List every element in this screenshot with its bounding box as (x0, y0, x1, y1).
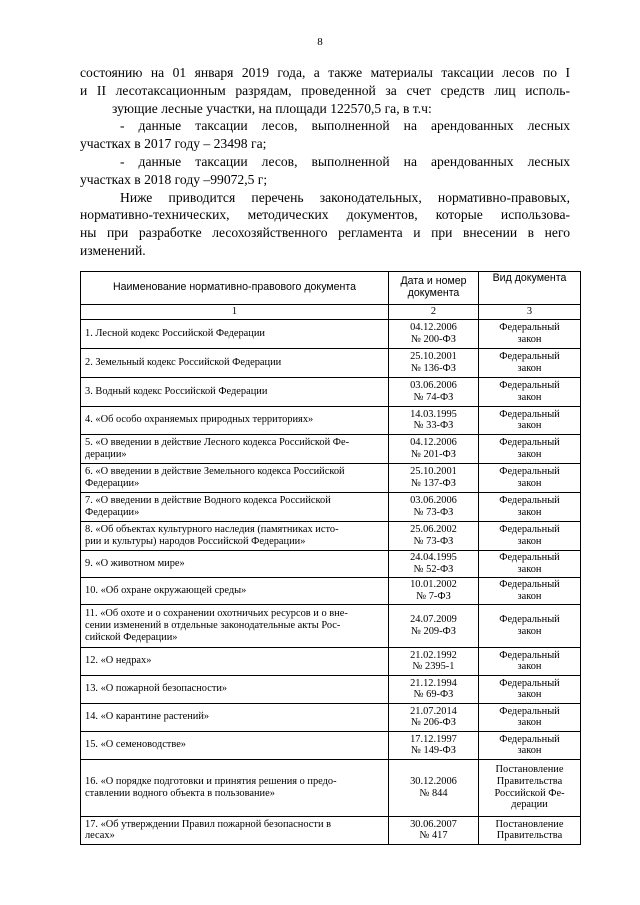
document-name-line: ставлении водного объекта в пользование» (85, 787, 275, 799)
document-number: № 2395-1 (412, 661, 455, 673)
document-name-line: рии и культуры) народов Российской Федерации» (85, 535, 306, 547)
document-number: № 200-ФЗ (411, 333, 456, 345)
document-kind-line: Федеральный (499, 677, 560, 689)
document-number: № 417 (419, 830, 448, 842)
document-date: 21.02.1992 (410, 649, 457, 661)
document-name-line: 15. «О семеноводстве» (85, 739, 186, 751)
table-row (81, 816, 581, 844)
document-name-line: 17. «Об утверждении Правил пожарной безопасности в (85, 818, 332, 830)
bullet-item-cont: участках в 2018 году –99072,5 г; (80, 171, 268, 187)
document-number: № 206-ФЗ (411, 717, 456, 729)
document-kind-line: Федеральный (499, 495, 560, 506)
table-row (81, 319, 581, 348)
document-kind (479, 703, 581, 731)
column-number: 2 (389, 305, 479, 320)
document-kind-line: закон (517, 420, 542, 432)
document-kind (479, 434, 581, 463)
document-kind-line: закон (517, 745, 542, 757)
document-number: № 33-ФЗ (413, 420, 454, 432)
document-date-number (389, 319, 479, 348)
table-row (81, 703, 581, 731)
document-name-line: 8. «Об объектах культурного наследия (памятниках исто- (85, 524, 339, 535)
header-name: Наименование нормативно-правового документа (81, 272, 389, 305)
bullet-item: - данные таксации лесов, выполненной на арендованных лесных (120, 118, 570, 134)
intro-line: и II лесотаксационным разрядам, проведенной за счет средств лиц исполь- (80, 82, 570, 98)
document-kind-line: закон (517, 391, 542, 403)
document-kind (479, 492, 581, 521)
document-kind-line: Федеральный (499, 579, 560, 590)
document-name (81, 492, 389, 521)
document-name (81, 731, 389, 759)
document-date-number (389, 647, 479, 675)
document-name-line: 6. «О введении в действие Земельного кодекса Российской (85, 466, 345, 477)
document-kind-line: Федеральный (499, 649, 560, 661)
document-kind (479, 463, 581, 492)
table-row (81, 406, 581, 434)
document-kind-line: Федеральный (499, 437, 560, 448)
document-kind-line: Правительства (496, 830, 563, 842)
document-date-number (389, 675, 479, 703)
document-kind (479, 604, 581, 647)
document-date-number (389, 406, 479, 434)
document-name-line: 4. «Об особо охраняемых природных территориях» (85, 414, 314, 426)
document-kind (479, 550, 581, 577)
document-name (81, 759, 389, 816)
table-row (81, 492, 581, 521)
document-date: 25.10.2001 (410, 351, 457, 362)
document-date: 30.12.2006 (410, 776, 457, 787)
document-date: 21.07.2014 (410, 705, 457, 717)
document-kind-line: Постановление (495, 764, 564, 776)
document-kind-line: Федеральный (499, 552, 560, 563)
document-date-number (389, 604, 479, 647)
table-row (81, 675, 581, 703)
document-kind (479, 377, 581, 406)
column-number-row (81, 305, 581, 320)
document-date-number (389, 816, 479, 844)
document-name-line: сении изменений в отдельные законодательные акты Рос- (85, 619, 341, 631)
document-kind (479, 319, 581, 348)
document-date: 30.06.2007 (410, 818, 457, 830)
document-date: 04.12.2006 (410, 437, 457, 448)
body-line: ны при разработке лесохозяйственного регламента и при внесении в него (80, 225, 570, 241)
document-kind-line: закон (517, 717, 542, 729)
table-row (81, 577, 581, 604)
document-number: № 844 (419, 787, 448, 799)
document-date: 17.12.1997 (410, 733, 457, 745)
document-kind-line: Федеральный (499, 408, 560, 420)
document-date-number (389, 577, 479, 604)
document-date: 25.06.2002 (410, 524, 457, 535)
document-name-line: дерации» (85, 448, 127, 460)
document-kind (479, 577, 581, 604)
document-kind-line: Российской Фе- (494, 787, 565, 799)
document-date: 24.04.1995 (410, 552, 457, 563)
document-number: № 201-ФЗ (411, 448, 456, 460)
table-row (81, 731, 581, 759)
document-name (81, 521, 389, 550)
document-number: № 73-ФЗ (413, 535, 454, 547)
document-kind-line: закон (517, 448, 542, 460)
document-kind-line: закон (517, 625, 542, 637)
document-name-line: 5. «О введении в действие Лесного кодекса Российской Фе- (85, 437, 350, 448)
document-kind-line: Федеральный (499, 351, 560, 362)
document-name (81, 463, 389, 492)
document-date: 03.06.2006 (410, 495, 457, 506)
body-line: изменений. (80, 242, 146, 258)
document-number: № 149-ФЗ (411, 745, 456, 757)
document-date: 24.07.2009 (410, 614, 457, 625)
document-date: 25.10.2001 (410, 466, 457, 477)
document-name (81, 319, 389, 348)
document-name (81, 703, 389, 731)
document-kind (479, 521, 581, 550)
document-date: 03.06.2006 (410, 380, 457, 391)
document-name (81, 816, 389, 844)
body-line: Ниже приводится перечень законодательных, нормативно-правовых, (120, 189, 570, 205)
document-number: № 136-ФЗ (411, 362, 456, 374)
bullet-item: - данные таксации лесов, выполненной на арендованных лесных (120, 153, 570, 169)
document-kind-line: Федеральный (499, 733, 560, 745)
document-kind (479, 675, 581, 703)
document-date-number (389, 434, 479, 463)
header-kind: Вид документа (479, 272, 581, 305)
document-name-line: 12. «О недрах» (85, 655, 152, 667)
document-number: № 73-ФЗ (413, 506, 454, 518)
document-name (81, 604, 389, 647)
document-name-line: 10. «Об охране окружающей среды» (85, 584, 247, 596)
document-kind (479, 406, 581, 434)
table-row (81, 759, 581, 816)
document-kind (479, 647, 581, 675)
document-kind-line: закон (517, 535, 542, 547)
document-name-line: 3. Водный кодекс Российской Федерации (85, 385, 268, 397)
document-kind (479, 816, 581, 844)
document-name-line: сийской Федерации» (85, 631, 178, 643)
table-row (81, 604, 581, 647)
table-row (81, 348, 581, 377)
document-date: 14.03.1995 (410, 408, 457, 420)
document-date-number (389, 703, 479, 731)
document-kind-line: закон (517, 362, 542, 374)
table-row (81, 550, 581, 577)
bullet-item-cont: участках в 2017 году – 23498 га; (80, 136, 267, 152)
document-kind-line: дерации (511, 799, 548, 811)
document-date-number (389, 463, 479, 492)
document-kind-line: Федеральный (499, 524, 560, 535)
table-row (81, 463, 581, 492)
document-kind-line: закон (517, 661, 542, 673)
document-kind (479, 348, 581, 377)
document-kind-line: Постановление (495, 818, 564, 830)
document-kind-line: закон (517, 477, 542, 489)
document-date: 04.12.2006 (410, 322, 457, 333)
body-line: нормативно-технических, методических документов, которые использова- (80, 207, 570, 223)
document-kind (479, 731, 581, 759)
document-kind-line: Федеральный (499, 322, 560, 333)
document-name-line: Федерации» (85, 477, 140, 489)
document-kind-line: Федеральный (499, 380, 560, 391)
document-name (81, 406, 389, 434)
table-row (81, 647, 581, 675)
document-kind-line: закон (517, 506, 542, 518)
document-kind (479, 759, 581, 816)
document-name (81, 577, 389, 604)
document-kind-line: закон (517, 563, 542, 575)
document-name (81, 377, 389, 406)
document-number: № 74-ФЗ (413, 391, 454, 403)
document-number: № 137-ФЗ (411, 477, 456, 489)
document-date-number (389, 377, 479, 406)
intro-line: зующие лесные участки, на площади 122570,5 га, в т.ч: (112, 100, 432, 116)
table-row (81, 434, 581, 463)
document-kind-line: закон (517, 689, 542, 701)
intro-paragraph (80, 64, 570, 260)
document-name (81, 647, 389, 675)
document-date: 21.12.1994 (410, 677, 457, 689)
document-name (81, 675, 389, 703)
document-kind-line: Федеральный (499, 614, 560, 625)
document-kind-line: Правительства (496, 776, 563, 787)
document-kind-line: Федеральный (499, 466, 560, 477)
document-date-number (389, 348, 479, 377)
table-row (81, 521, 581, 550)
document-number: № 7-ФЗ (416, 590, 451, 602)
document-name-line: 1. Лесной кодекс Российской Федерации (85, 327, 265, 339)
document-date-number (389, 492, 479, 521)
document-name-line: 9. «О животном мире» (85, 557, 185, 569)
document-date: 10.01.2002 (410, 579, 457, 590)
document-name (81, 550, 389, 577)
document-name-line: 13. «О пожарной безопасности» (85, 683, 228, 695)
document-name (81, 434, 389, 463)
documents-table (80, 271, 581, 845)
document-name-line: лесах» (85, 830, 115, 842)
header-date: Дата и номер документа (389, 272, 479, 305)
column-number: 3 (479, 305, 581, 320)
document-name-line: 16. «О порядке подготовки и принятия решения о предо- (85, 776, 337, 787)
document-kind-line: закон (517, 590, 542, 602)
document-kind-line: закон (517, 333, 542, 345)
document-name-line: 11. «Об охоте и о сохранении охотничьих ресурсов и о вне- (85, 608, 348, 620)
intro-line: состоянию на 01 января 2019 года, а также материалы таксации лесов по I (80, 65, 570, 80)
document-date-number (389, 731, 479, 759)
column-number: 1 (81, 305, 389, 320)
document-number: № 209-ФЗ (411, 625, 456, 637)
document-name (81, 348, 389, 377)
document-number: № 69-ФЗ (413, 689, 454, 701)
page-number: 8 (317, 36, 323, 48)
table-row (81, 377, 581, 406)
document-kind-line: Федеральный (499, 705, 560, 717)
table-header-row (81, 272, 581, 305)
document-date-number (389, 550, 479, 577)
document-name-line: Федерации» (85, 506, 140, 518)
document-date-number (389, 521, 479, 550)
document-date-number (389, 759, 479, 816)
document-name-line: 14. «О карантине растений» (85, 711, 210, 723)
document-name-line: 2. Земельный кодекс Российской Федерации (85, 356, 282, 368)
document-name-line: 7. «О введении в действие Водного кодекса Российской (85, 495, 331, 506)
document-number: № 52-ФЗ (413, 563, 454, 575)
